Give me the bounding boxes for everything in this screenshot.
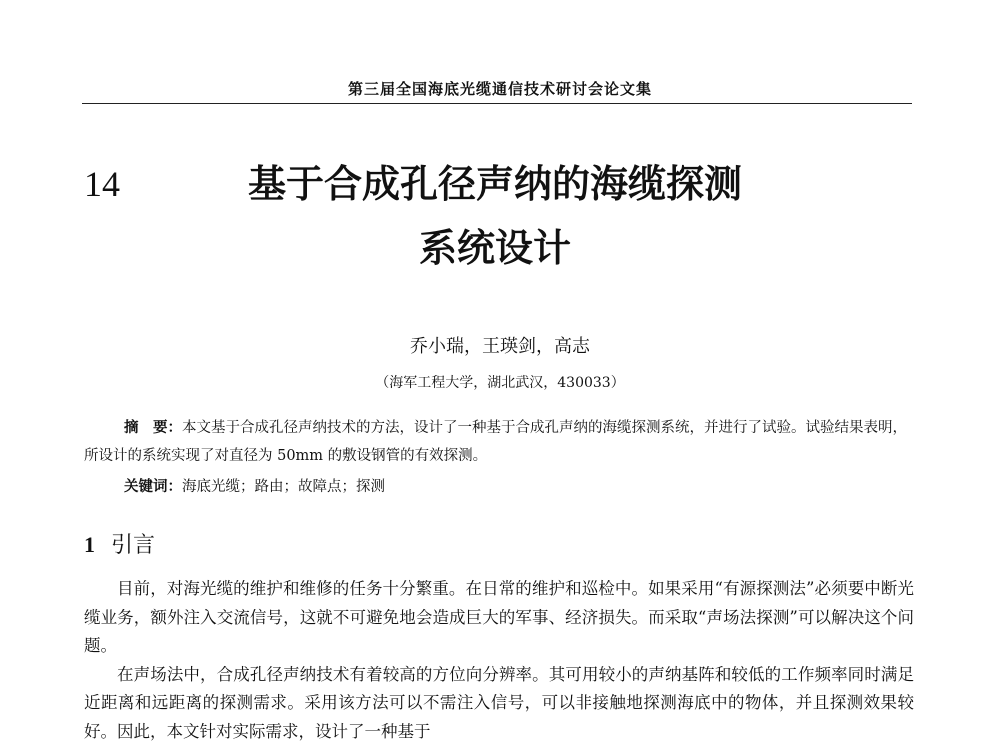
section-number: 1 xyxy=(84,532,95,557)
abstract-label: 摘 要： xyxy=(124,419,182,436)
title-line-1: 基于合成孔径声纳的海缆探测 xyxy=(210,152,780,216)
header-rule xyxy=(82,103,912,104)
paragraph: 在声场法中，合成孔径声纳技术有着较高的方位向分辨率。其可用较小的声纳基阵和较低的工作频率同时满足近距离和远距离的探测需求。采用该方法可以不需注入信号，可以非接触地探测海底中的物体，并且探测效果较好。因此，本文针对实际需求，设计了一种基于 xyxy=(84,661,914,746)
running-head: 第三届全国海底光缆通信技术研讨会论文集 xyxy=(0,78,1000,99)
authors: 乔小瑞，王瑛剑，高志 xyxy=(0,332,1000,358)
paragraph: 目前，对海光缆的维护和维修的任务十分繁重。在日常的维护和巡检中。如果采用“有源探测法”必须要中断光缆业务，额外注入交流信号，这就不可避免地会造成巨大的军事、经济损失。而采取“声场法探测”可以解决这个问题。 xyxy=(84,575,914,661)
chapter-number: 14 xyxy=(84,163,120,205)
title-line-2: 系统设计 xyxy=(210,216,780,280)
section-heading xyxy=(84,528,155,559)
abstract xyxy=(84,414,914,470)
keywords xyxy=(124,475,914,496)
keywords-text: 海底光缆；路由；故障点；探测 xyxy=(182,479,385,495)
section-title: 引言 xyxy=(111,533,155,558)
body-text xyxy=(84,575,914,746)
abstract-text: 本文基于合成孔径声纳技术的方法，设计了一种基于合成孔声纳的海缆探测系统，并进行了试验。试验结果表明，所设计的系统实现了对直径为 50mm 的敷设钢管的有效探测。 xyxy=(84,420,907,464)
paper-title xyxy=(210,152,780,280)
keywords-label: 关键词： xyxy=(124,478,182,495)
affiliation: （海军工程大学，湖北武汉，430033） xyxy=(0,372,1000,392)
